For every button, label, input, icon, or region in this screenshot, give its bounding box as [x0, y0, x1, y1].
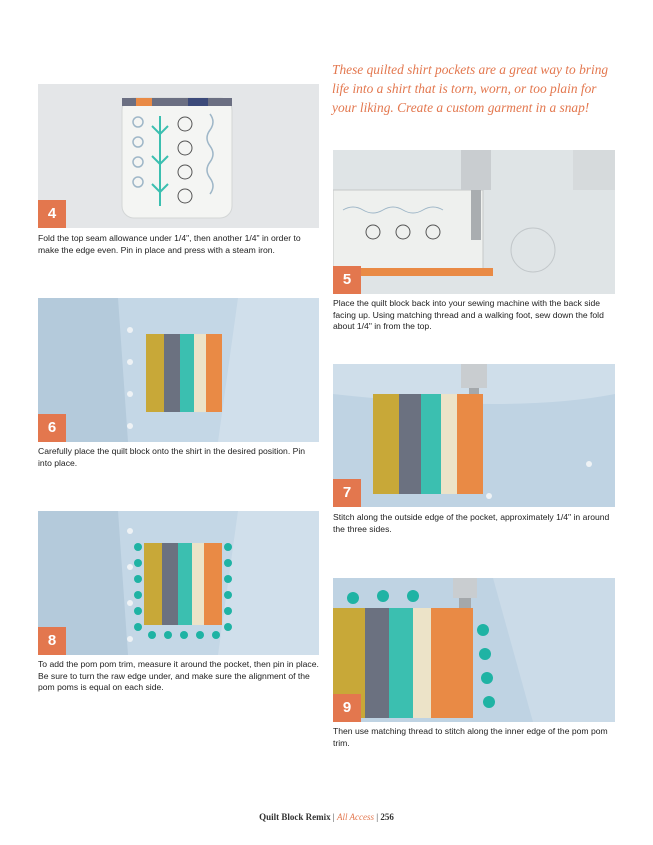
step-number-badge: 9: [333, 694, 361, 722]
intro-text: These quilted shirt pockets are a great way to bring life into a shirt that is torn, worn, or too plain for your liking. Create a custom garment in a snap!: [332, 62, 609, 115]
step-number-badge: 5: [333, 266, 361, 294]
step-6-caption: Carefully place the quilt block onto the shirt in the desired position. Pin into place.: [38, 446, 306, 468]
step-9-photo: [333, 578, 615, 722]
step-number-badge: 7: [333, 479, 361, 507]
step-7-caption: Stitch along the outside edge of the pocket, approximately 1/4" in around the three sides.: [333, 512, 610, 534]
step-6-photo: [38, 298, 319, 442]
step-number-badge: 8: [38, 627, 66, 655]
step-8-photo: [38, 511, 319, 655]
page-footer: [0, 812, 653, 822]
footer-separator: |: [332, 812, 335, 822]
step-4-photo: [38, 84, 319, 228]
step-9-caption: Then use matching thread to stitch along the inner edge of the pom pom trim.: [333, 726, 608, 748]
footer-title: Quilt Block Remix: [259, 812, 331, 822]
step-7-photo: [333, 364, 615, 507]
step-8-caption: To add the pom pom trim, measure it around the pocket, then pin in place. Be sure to turn the raw edge under, and make sure the alignment of the pom poms is equal on each side.: [38, 659, 319, 692]
step-number-badge: 6: [38, 414, 66, 442]
step-5-caption: Place the quilt block back into your sewing machine with the back side facing up. Using matching thread and a walking foot, sew down the fold about 1/4" in from the top.: [333, 298, 604, 331]
step-number-badge: 4: [38, 200, 66, 228]
footer-separator: |: [376, 812, 379, 822]
page-number: 256: [380, 812, 394, 822]
step-5-photo: [333, 150, 615, 294]
footer-section: All Access: [336, 812, 375, 822]
step-4-caption: Fold the top seam allowance under 1/4", then another 1/4" in order to make the edge even. Pin in place and press with a steam iron.: [38, 233, 301, 255]
